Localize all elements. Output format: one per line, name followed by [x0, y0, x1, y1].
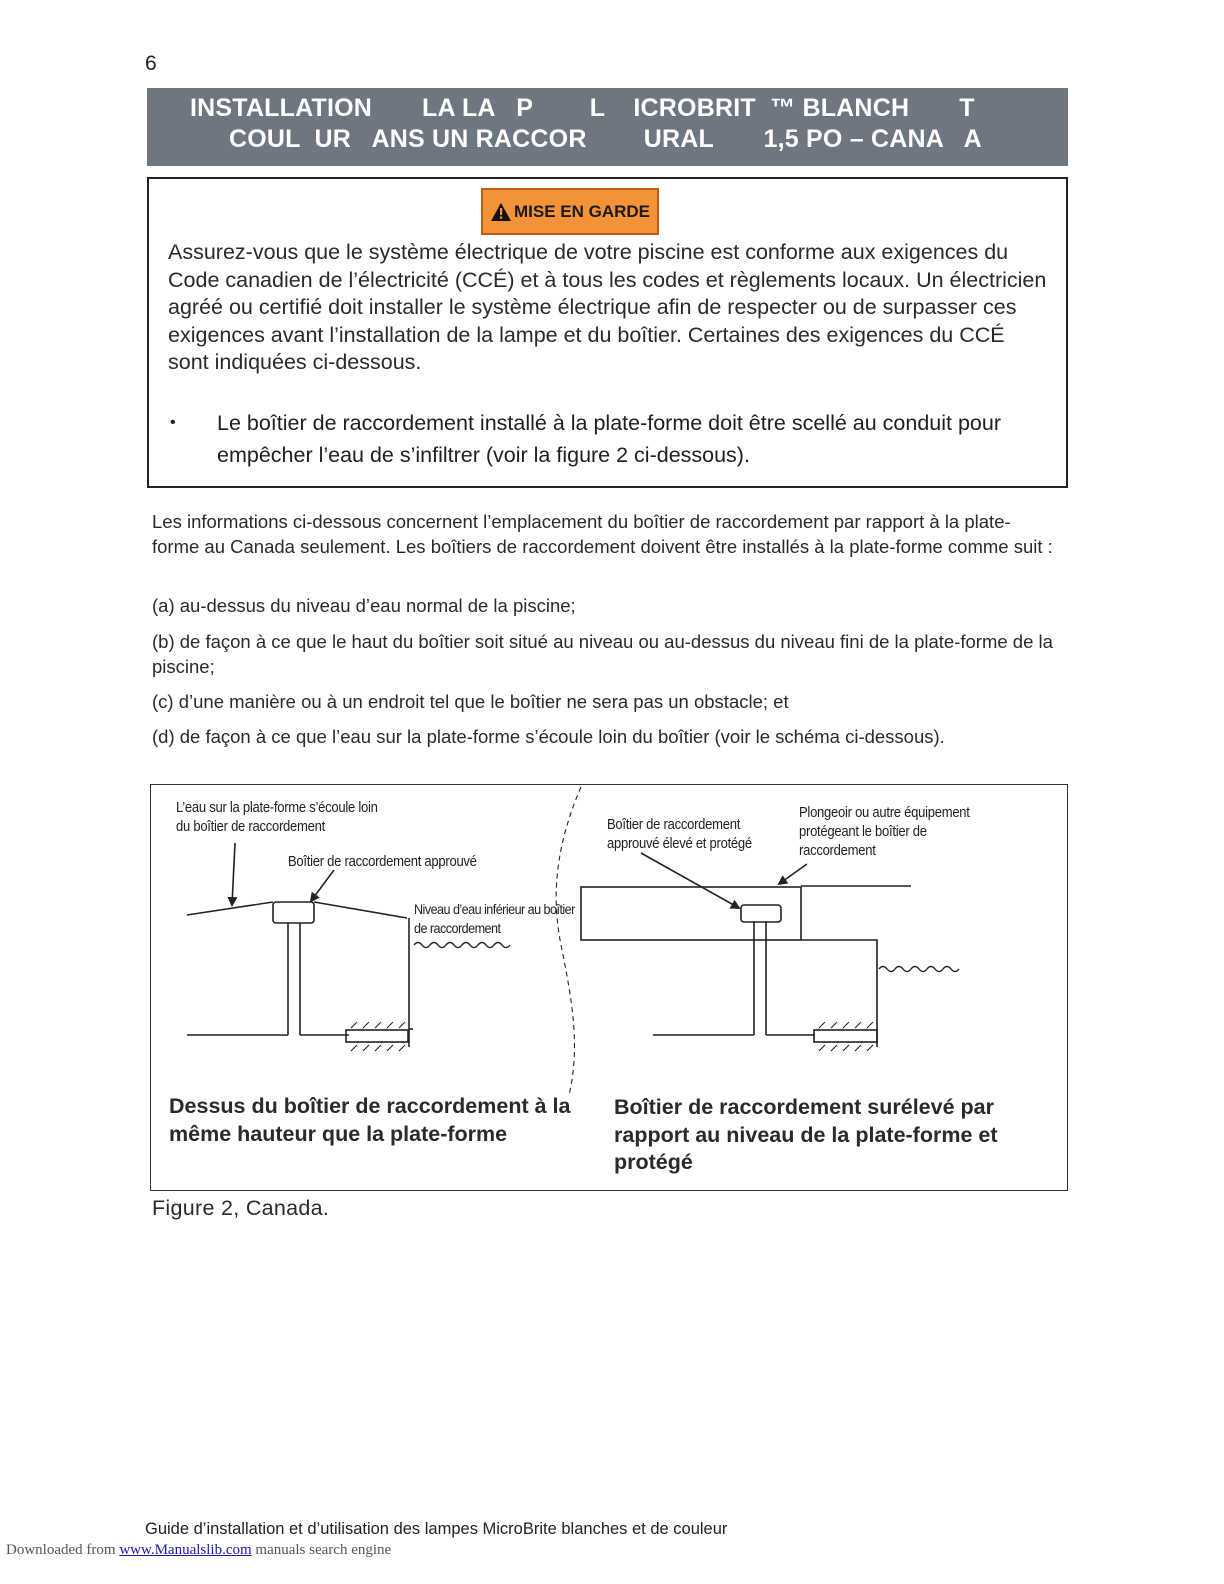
left-hatching — [351, 1022, 405, 1051]
label-box-raised: Boîtier de raccordement approuvé élevé et protégé — [607, 817, 752, 852]
warning-paragraph: Assurez-vous que le système électrique de votre piscine est conforme aux exigences du Code canadien de l’électricité (CCÉ) et à tous les codes et règlements locaux. Un électricien agréé ou certifié doit installer le système électrique afin de respecter ou de surpasser ces exigences avant l’installation de la lampe et du boîtier. Certaines des exigences du CCÉ sont indiquées ci-dessous. — [168, 240, 1047, 374]
warning-bullet-item — [168, 407, 1048, 471]
figure-title: Figure 2, Canada. — [152, 1196, 330, 1220]
warning-box — [147, 177, 1068, 488]
intro-paragraph: Les informations ci-dessous concernent l’emplacement du boîtier de raccordement par rapport à la plate-forme au Canada seulement. Les boîtiers de raccordement doivent être installés à la plate-forme comme suit : — [152, 511, 1053, 557]
page-number: 6 — [145, 52, 157, 75]
section-header — [147, 88, 1068, 166]
download-suffix: manuals search engine — [255, 1542, 392, 1558]
left-junction-box — [273, 902, 314, 923]
label-diving-board: Plongeoir ou autre équipement protégeant le boîtier de raccordement — [799, 805, 970, 859]
warning-triangle-icon — [490, 202, 512, 222]
manualslib-link[interactable]: www.Manualslib.com — [119, 1542, 252, 1558]
left-deck-surface-right — [314, 902, 407, 918]
label-water-away: L’eau sur la plate-forme s’écoule loin du boîtier de raccordement — [176, 800, 378, 835]
requirement-c: (c) d’une manière ou à un endroit tel que le boîtier ne sera pas un obstacle; et — [152, 691, 789, 712]
footer-guide-title: Guide d’installation et d’utilisation des lampes MicroBrite blanches et de couleur — [145, 1520, 728, 1538]
download-attribution — [6, 1542, 391, 1559]
warning-badge-label: MISE EN GARDE — [513, 201, 651, 221]
arrow-box-raised — [641, 853, 739, 908]
bullet-mark: • — [170, 414, 176, 431]
arrow-water-away — [232, 843, 235, 905]
figure-divider — [556, 787, 581, 1095]
right-water-wave — [879, 967, 959, 972]
figure-2 — [150, 784, 1068, 1191]
right-light-niche — [814, 1030, 877, 1042]
label-water-level: Niveau d’eau inférieur au boîtier de raccordement — [414, 901, 575, 936]
requirement-d: (d) de façon à ce que l’eau sur la plate-forme s’écoule loin du boîtier (voir le schéma ci-dessous). — [152, 726, 945, 747]
diving-board-platform — [581, 887, 801, 940]
requirement-b: (b) de façon à ce que le haut du boîtier soit situé au niveau ou au-dessus du niveau fini de la plate-forme de la piscine; — [152, 631, 1053, 677]
right-deck-step — [801, 940, 877, 1047]
label-box-approved: Boîtier de raccordement approuvé — [288, 854, 477, 870]
warning-badge — [481, 188, 659, 235]
left-light-niche — [346, 1030, 408, 1042]
download-prefix: Downloaded from — [6, 1542, 116, 1558]
arrow-box-approved — [311, 870, 334, 901]
section-header-line-1: INSTALLATION LA LA P L ICROBRIT ™ BLANCH T — [190, 94, 975, 122]
caption-right: Boîtier de raccordement surélevé par rapport au niveau de la plate-forme et protégé — [614, 1095, 998, 1174]
section-header-line-2: COUL UR ANS UN RACCOR URAL 1,5 PO – CANA A — [229, 125, 982, 153]
warning-bullet-text: Le boîtier de raccordement installé à la plate-forme doit être scellé au conduit pour empêcher l’eau de s’infiltrer (voir la figure 2 ci-dessous). — [217, 411, 1001, 467]
right-hatching — [819, 1022, 873, 1051]
left-deck-surface — [187, 902, 273, 915]
caption-left: Dessus du boîtier de raccordement à la même hauteur que la plate-forme — [169, 1094, 571, 1146]
arrow-diving-board — [779, 864, 807, 884]
right-junction-box — [741, 905, 781, 922]
requirement-a: (a) au-dessus du niveau d’eau normal de la piscine; — [152, 595, 576, 616]
left-water-wave — [414, 943, 510, 948]
